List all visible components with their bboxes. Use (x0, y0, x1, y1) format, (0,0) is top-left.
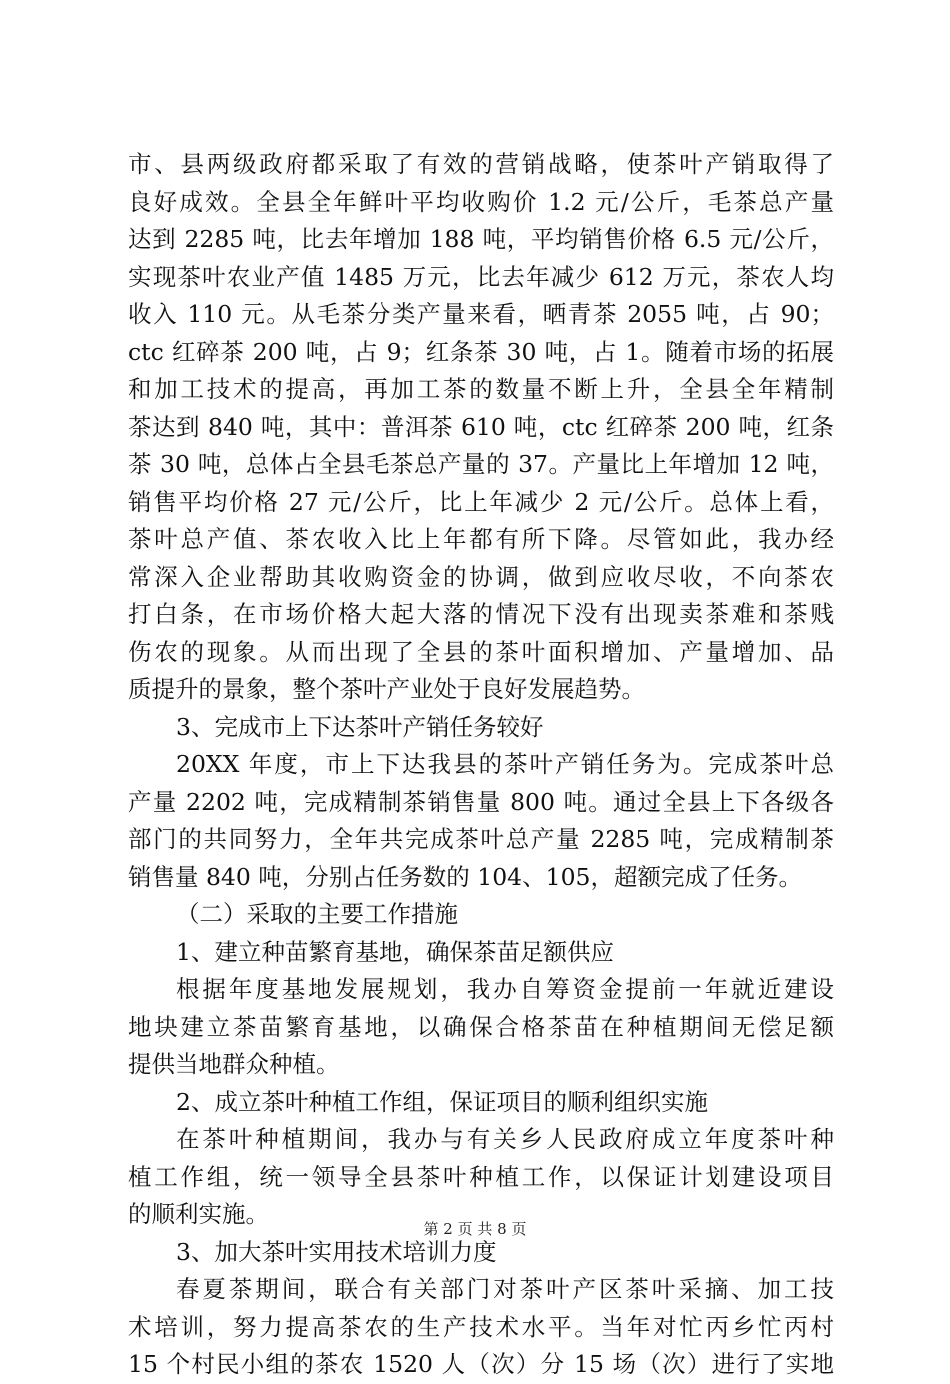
text-line: 销售量 840 吨，分别占任务数的 104、105，超额完成了任务。 (128, 862, 802, 891)
page-footer: 第 2 页 共 8 页 (423, 1220, 527, 1238)
text-line: 15 个村民小组的茶农 1520 人（次）分 15 场（次）进行了实地 (128, 1350, 834, 1378)
document-body (128, 146, 834, 1384)
text-line: 销售平均价格 27 元/公斤，比上年减少 2 元/公斤。总体上看， (128, 487, 834, 516)
text-line: 根据年度基地发展规划，我办自筹资金提前一年就近建设 (176, 975, 834, 1003)
text-line: 打白条，在市场价格大起大落的情况下没有出现卖茶难和茶贱 (128, 600, 834, 628)
section-heading: 3、完成市上下达茶叶产销任务较好 (176, 712, 544, 741)
text-line: 20XX 年度，市上下达我县的茶叶产销任务为。完成茶叶总 (176, 750, 834, 778)
text-line: 春夏茶期间，联合有关部门对茶叶产区茶叶采摘、加工技 (176, 1275, 834, 1303)
text-line: 和加工技术的提高，再加工茶的数量不断上升，全县全年精制 (128, 375, 834, 403)
text-line: 伤农的现象。从而出现了全县的茶叶面积增加、产量增加、品 (128, 637, 834, 666)
text-line: 提供当地群众种植。 (128, 1050, 340, 1078)
text-line: 质提升的景象，整个茶叶产业处于良好发展趋势。 (128, 675, 645, 703)
text-line: 产量 2202 吨，完成精制茶销售量 800 吨。通过全县上下各级各 (128, 787, 834, 816)
text-line: 茶叶总产值、茶农收入比上年都有所下降。尽管如此，我办经 (128, 525, 834, 553)
text-line: 在茶叶种植期间，我办与有关乡人民政府成立年度茶叶种 (176, 1125, 834, 1153)
text-line: 收入 110 元。从毛茶分类产量来看，晒青茶 2055 吨，占 90； (128, 300, 834, 328)
text-line: 市、县两级政府都采取了有效的营销战略，使茶叶产销取得了 (128, 150, 834, 178)
text-line: 术培训，努力提高茶农的生产技术水平。当年对忙丙乡忙丙村 (128, 1312, 834, 1341)
text-line: 达到 2285 吨，比去年增加 188 吨，平均销售价格 6.5 元/公斤， (128, 225, 834, 253)
section-heading: 2、成立茶叶种植工作组，保证项目的顺利组织实施 (176, 1087, 708, 1116)
text-line: 部门的共同努力，全年共完成茶叶总产量 2285 吨，完成精制茶 (128, 825, 834, 853)
text-line: 茶 30 吨，总体占全县毛茶总产量的 37。产量比上年增加 12 吨， (128, 450, 834, 478)
text-line: 植工作组，统一领导全县茶叶种植工作，以保证计划建设项目 (128, 1162, 834, 1191)
text-line: 茶达到 840 吨，其中：普洱茶 610 吨，ctc 红碎茶 200 吨，红条 (128, 412, 834, 441)
text-line: 良好成效。全县全年鲜叶平均收购价 1.2 元/公斤，毛茶总产量 (128, 187, 834, 216)
section-heading: 3、加大茶叶实用技术培训力度 (176, 1237, 497, 1266)
section-heading: （二）采取的主要工作措施 (176, 900, 458, 928)
section-heading: 1、建立种苗繁育基地，确保茶苗足额供应 (176, 937, 614, 966)
text-line: 的顺利实施。 (128, 1200, 269, 1228)
text-line: 常深入企业帮助其收购资金的协调，做到应收尽收，不向茶农 (128, 562, 834, 591)
text-line: 地块建立茶苗繁育基地，以确保合格茶苗在种植期间无偿足额 (128, 1012, 834, 1041)
text-line: ctc 红碎茶 200 吨，占 9；红条茶 30 吨，占 1。随着市场的拓展 (128, 337, 834, 366)
text-line: 实现茶叶农业产值 1485 万元，比去年减少 612 万元，茶农人均 (128, 262, 834, 291)
